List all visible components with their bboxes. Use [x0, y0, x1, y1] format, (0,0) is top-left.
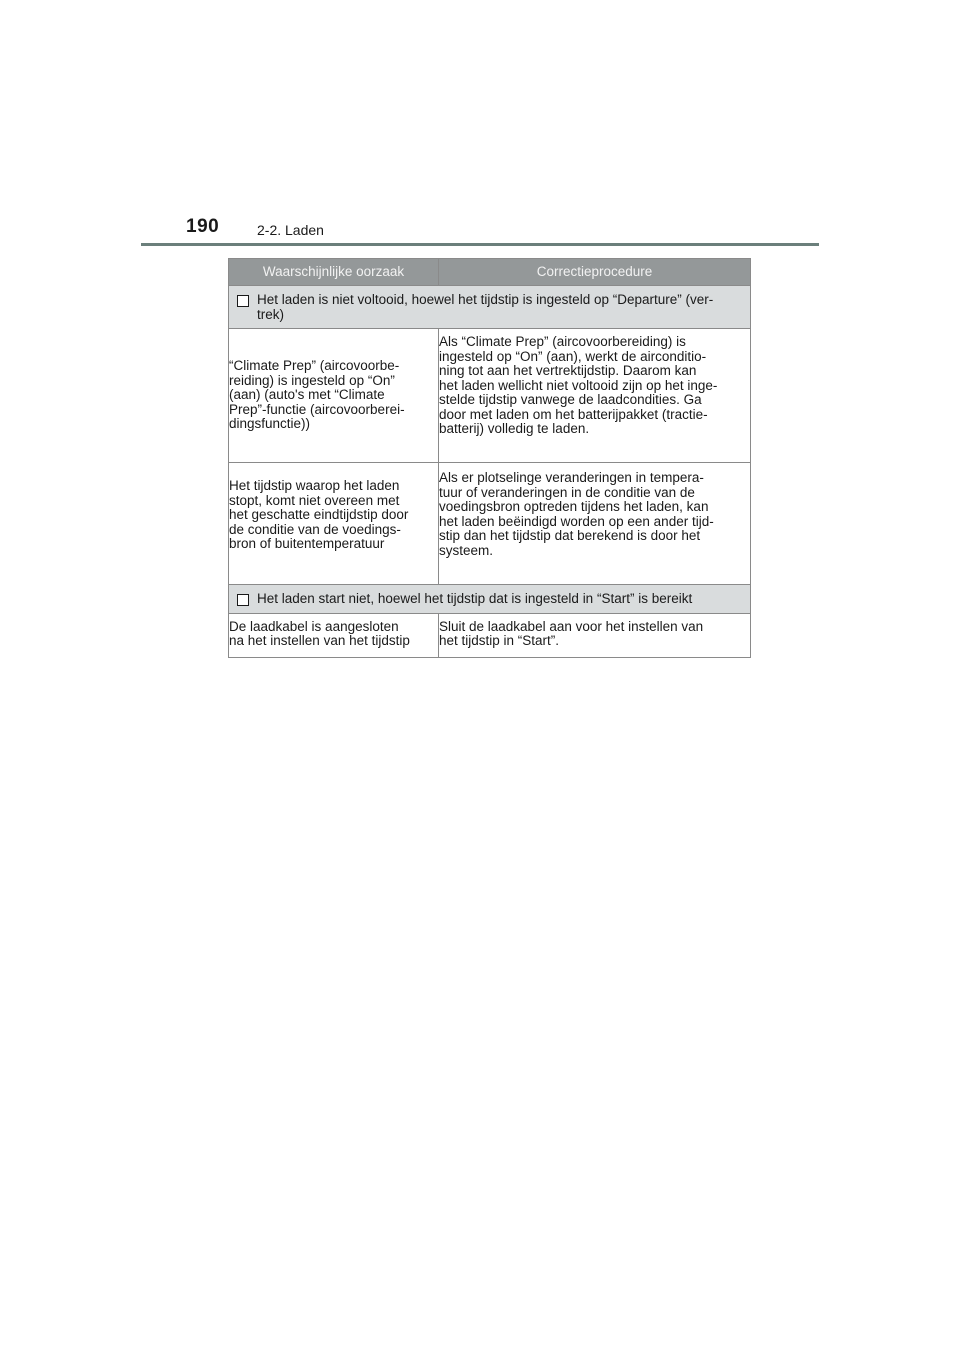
group-title: Het laden is niet voltooid, hoewel het tijdstip is ingesteld op “Departure” (ver- trek): [257, 292, 714, 322]
table-header-row: [229, 259, 751, 286]
procedure-cell: Als er plotselinge veranderingen in tempera- tuur of veranderingen in de conditie van de voedingsbron optreden tijdens het laden, kan het laden beëindigd worden op een ander tijd- stip dan het tijdstip dat berekend is door het systeem.: [439, 463, 751, 585]
procedure-cell: Sluit de laadkabel aan voor het instellen van het tijdstip in “Start”.: [439, 613, 751, 657]
header-rule: [141, 243, 819, 246]
checkbox-square-icon: [237, 594, 249, 606]
section-title: 2-2. Laden: [257, 222, 324, 238]
column-header-procedure: Correctieprocedure: [439, 259, 751, 286]
troubleshooting-table: [228, 258, 751, 658]
procedure-cell: Als “Climate Prep” (aircovoorbereiding) is ingesteld op “On” (aan), werkt de airconditio- ning tot aan het vertrektijdstip. Daarom kan het laden wellicht niet voltooid zijn op het inge- stelde tijdstip vanwege de laadcondities. Ga door met laden om het batterijpakket (tractie- batterij) volledig te laden.: [439, 329, 751, 463]
group-header-row: [229, 286, 751, 329]
cause-cell: “Climate Prep” (aircovoorbe- reiding) is ingesteld op “On” (aan) (auto's met “Climate Prep”-functie (aircovoorberei- dingsfunctie)): [229, 329, 439, 463]
table-row: [229, 463, 751, 585]
cause-cell: Het tijdstip waarop het laden stopt, komt niet overeen met het geschatte eindtijdstip door de conditie van de voedings- bron of buitentemperatuur: [229, 463, 439, 585]
group-header-row: [229, 585, 751, 614]
table-row: [229, 329, 751, 463]
group-title: Het laden start niet, hoewel het tijdstip dat is ingesteld in “Start” is bereikt: [257, 591, 693, 606]
cause-cell: De laadkabel is aangesloten na het instellen van het tijdstip: [229, 613, 439, 657]
page-number: 190: [186, 216, 220, 237]
table-row: [229, 613, 751, 657]
checkbox-square-icon: [237, 295, 249, 307]
column-header-cause: Waarschijnlijke oorzaak: [229, 259, 439, 286]
